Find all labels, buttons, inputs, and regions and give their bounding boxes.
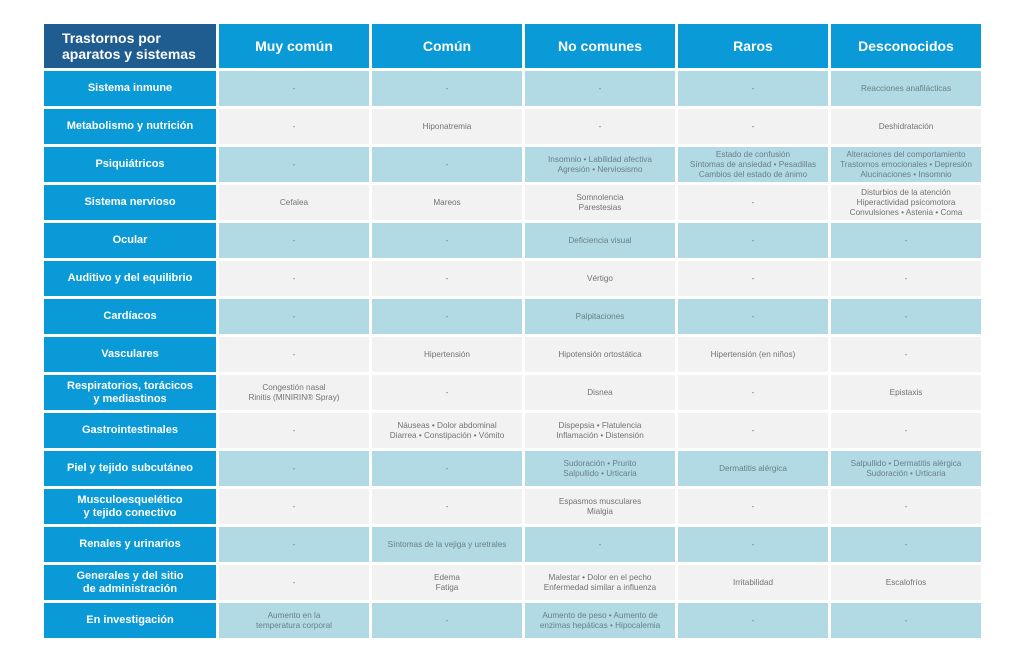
table-cell: -: [219, 261, 369, 296]
adverse-effects-table: [41, 21, 984, 641]
table-cell: Epistaxis: [831, 375, 981, 410]
table-cell: Deshidratación: [831, 109, 981, 144]
table-row: [44, 413, 981, 448]
table-row: [44, 109, 981, 144]
row-label: Gastrointestinales: [44, 413, 216, 448]
table-row: [44, 223, 981, 258]
table-row: [44, 451, 981, 486]
table-cell: -: [678, 413, 828, 448]
table-row: [44, 565, 981, 600]
column-header: Desconocidos: [831, 24, 981, 68]
table-cell: -: [372, 375, 522, 410]
table-header-row: [44, 24, 981, 68]
table-cell: Hipotensión ortostática: [525, 337, 675, 372]
table-cell: -: [219, 451, 369, 486]
table-cell: -: [525, 527, 675, 562]
table-cell: Alteraciones del comportamiento Trastornos emocionales • Depresión Alucinaciones • Insomnio: [831, 147, 981, 182]
table-row: [44, 147, 981, 182]
row-label: En investigación: [44, 603, 216, 638]
row-label: Cardíacos: [44, 299, 216, 334]
table-row: [44, 261, 981, 296]
table-cell: -: [372, 451, 522, 486]
table-cell: -: [525, 71, 675, 106]
table-cell: -: [678, 299, 828, 334]
table-cell: -: [678, 261, 828, 296]
column-header: No comunes: [525, 24, 675, 68]
table-cell: -: [372, 71, 522, 106]
column-header: Común: [372, 24, 522, 68]
table-cell: -: [831, 527, 981, 562]
table-cell: Congestión nasal Rinitis (MINIRIN® Spray): [219, 375, 369, 410]
table-cell: Sudoración • Prurito Salpullido • Urticaria: [525, 451, 675, 486]
table-cell: -: [831, 489, 981, 524]
table-cell: -: [372, 299, 522, 334]
table-cell: Edema Fatiga: [372, 565, 522, 600]
table-cell: Somnolencia Parestesias: [525, 185, 675, 220]
table-cell: -: [525, 109, 675, 144]
table-cell: -: [219, 527, 369, 562]
table-cell: Síntomas de la vejiga y uretrales: [372, 527, 522, 562]
table-cell: Náuseas • Dolor abdominal Diarrea • Constipación • Vómito: [372, 413, 522, 448]
row-label: Psiquiátricos: [44, 147, 216, 182]
row-label: Auditivo y del equilibrio: [44, 261, 216, 296]
row-label: Piel y tejido subcutáneo: [44, 451, 216, 486]
table-cell: -: [678, 223, 828, 258]
table-cell: -: [219, 489, 369, 524]
table-cell: -: [372, 603, 522, 638]
row-label: Vasculares: [44, 337, 216, 372]
table-cell: -: [372, 489, 522, 524]
table-row: [44, 337, 981, 372]
table-cell: Cefalea: [219, 185, 369, 220]
table-row: [44, 71, 981, 106]
table-cell: Hiponatremia: [372, 109, 522, 144]
row-label: Metabolismo y nutrición: [44, 109, 216, 144]
table-cell: Espasmos musculares Mialgia: [525, 489, 675, 524]
table-cell: -: [831, 413, 981, 448]
table-cell: Irritabilidad: [678, 565, 828, 600]
table-cell: Insomnio • Labilidad afectiva Agresión • Nerviosismo: [525, 147, 675, 182]
table-cell: Mareos: [372, 185, 522, 220]
table-cell: -: [372, 261, 522, 296]
table-cell: Estado de confusión Síntomas de ansiedad • Pesadillas Cambios del estado de ánimo: [678, 147, 828, 182]
row-label: Generales y del sitio de administración: [44, 565, 216, 600]
table-row: [44, 527, 981, 562]
table-cell: -: [219, 565, 369, 600]
table-row: [44, 375, 981, 410]
table-cell: Hipertensión (en niños): [678, 337, 828, 372]
table-cell: Reacciones anafilácticas: [831, 71, 981, 106]
table-cell: -: [831, 299, 981, 334]
table-row: [44, 299, 981, 334]
table-row: [44, 185, 981, 220]
table-cell: -: [831, 337, 981, 372]
table-cell: -: [219, 147, 369, 182]
table-cell: Escalofríos: [831, 565, 981, 600]
table-cell: -: [219, 337, 369, 372]
table-cell: -: [219, 413, 369, 448]
row-label: Sistema inmune: [44, 71, 216, 106]
column-header: Raros: [678, 24, 828, 68]
table-cell: Vértigo: [525, 261, 675, 296]
header-corner: Trastornos por aparatos y sistemas: [44, 24, 216, 68]
table-cell: -: [219, 223, 369, 258]
table-cell: -: [831, 603, 981, 638]
table-cell: -: [678, 109, 828, 144]
table-cell: -: [831, 223, 981, 258]
row-label: Sistema nervioso: [44, 185, 216, 220]
table-cell: -: [219, 109, 369, 144]
table-cell: Disnea: [525, 375, 675, 410]
table-cell: Dermatitis alérgica: [678, 451, 828, 486]
column-header: Muy común: [219, 24, 369, 68]
table-cell: Salpullido • Dermatitis alérgica Sudoración • Urticaria: [831, 451, 981, 486]
table-cell: -: [219, 299, 369, 334]
table-cell: Palpitaciones: [525, 299, 675, 334]
table-cell: -: [678, 375, 828, 410]
row-label: Respiratorios, torácicos y mediastinos: [44, 375, 216, 410]
row-label: Renales y urinarios: [44, 527, 216, 562]
table-cell: Disturbios de la atención Hiperactividad psicomotora Convulsiones • Astenia • Coma: [831, 185, 981, 220]
table-cell: Deficiencia visual: [525, 223, 675, 258]
table-row: [44, 603, 981, 638]
table-body: [44, 71, 981, 638]
table-cell: Aumento en la temperatura corporal: [219, 603, 369, 638]
table-cell: Malestar • Dolor en el pecho Enfermedad similar a influenza: [525, 565, 675, 600]
table-cell: -: [678, 603, 828, 638]
table-cell: Dispepsia • Flatulencia Inflamación • Distensión: [525, 413, 675, 448]
table-cell: -: [678, 527, 828, 562]
row-label: Ocular: [44, 223, 216, 258]
table-cell: -: [372, 223, 522, 258]
table-cell: Hipertensión: [372, 337, 522, 372]
table-cell: -: [372, 147, 522, 182]
row-label: Musculoesquelético y tejido conectivo: [44, 489, 216, 524]
table-cell: -: [831, 261, 981, 296]
table-cell: -: [678, 489, 828, 524]
table-cell: Aumento de peso • Aumento de enzimas hepáticas • Hipocalemia: [525, 603, 675, 638]
table-row: [44, 489, 981, 524]
table-cell: -: [219, 71, 369, 106]
table-cell: -: [678, 185, 828, 220]
table-cell: -: [678, 71, 828, 106]
